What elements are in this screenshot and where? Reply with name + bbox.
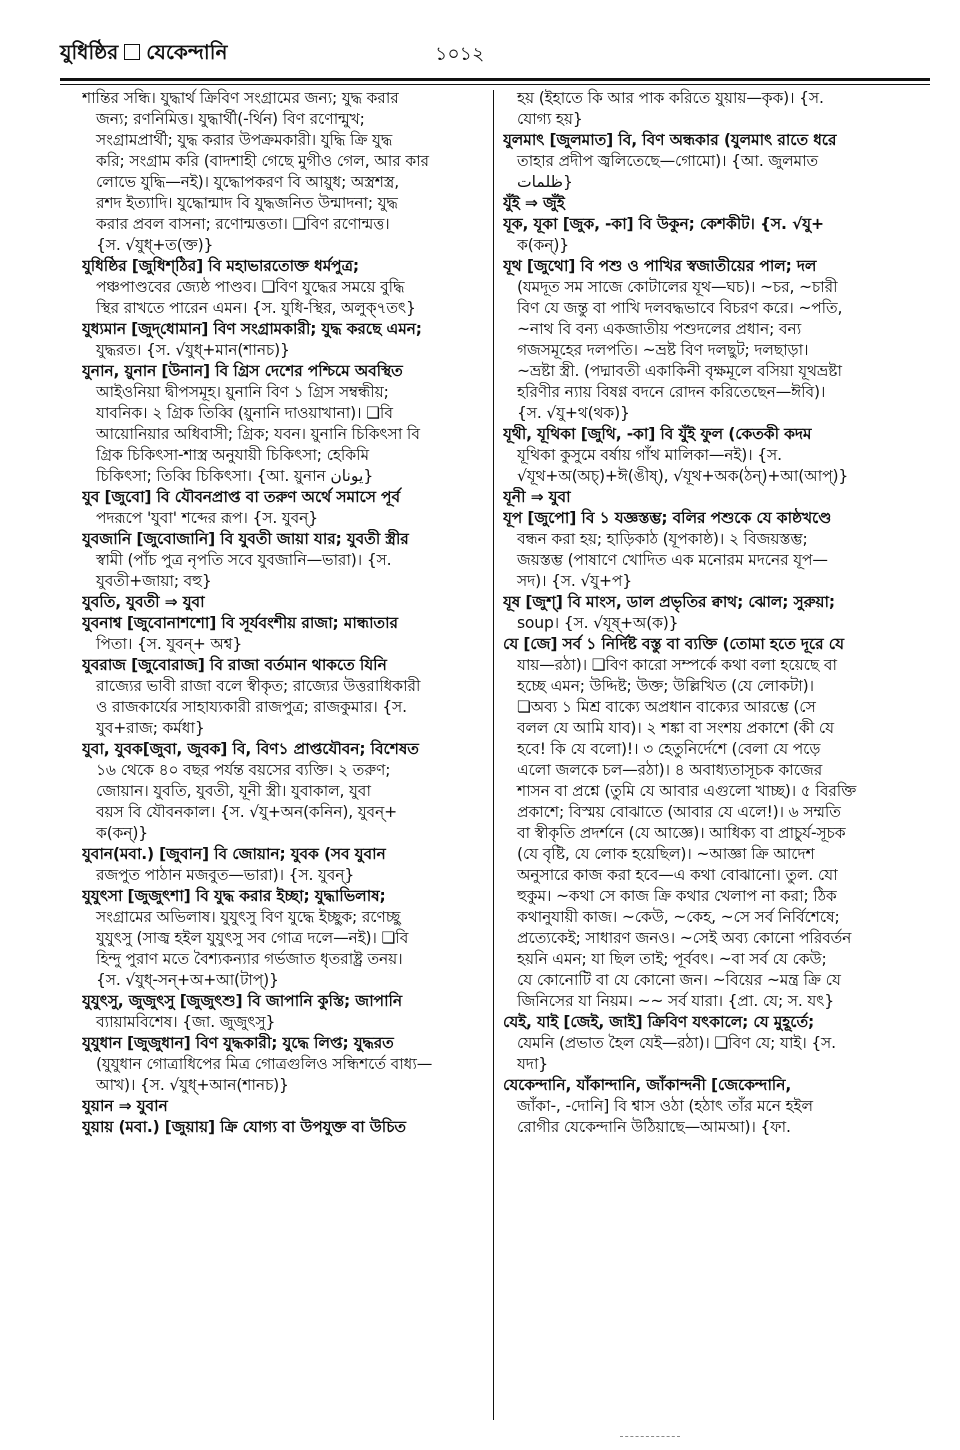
entry-text-line: রশদ ইত্যাদি। যুদ্ধোন্মাদ বি যুদ্ধজনিত উন্মাদনা; যুদ্ধ [96, 194, 398, 212]
entry-text-line: জিনিসের যা নিয়ম। ~~ সর্ব যারা। {প্রা. যে; স. যৎ} [517, 992, 835, 1010]
entry-text-line: বন্ধন করা হয়; হাড়িকাঠ (যূপকাষ্ঠ)। ২ বিজয়স্তম্ভ; [517, 530, 808, 548]
entry-text-line: √যূথ+অ(অচ্‌)+ঈ(ঙীষ্‌), √যূথ+অক(ঠন্‌)+আ(আপ্‌)} [517, 467, 849, 485]
entry-text-line: এলো জলকে চল—রঠা)। ৪ অবাধ্যতাসূচক কাজের [517, 761, 823, 779]
entry-text-line: গ্রিক চিকিৎসা-শাস্ত্র অনুযায়ী চিকিৎসা; হেকিমি [96, 446, 370, 464]
entry-headword-line: যেই, যাই [জেই, জাই] ক্রিবিণ যৎকালে; যে মুহূর্তে; [503, 1013, 815, 1031]
entry-headword-line: যে [জে] সর্ব ১ নির্দিষ্ট বস্তু বা ব্যক্তি (তোমা হতে দূরে যে [503, 635, 844, 653]
entry-text-line: ~ভ্রষ্টা স্ত্রী. (পদ্মাবতী একাকিনী বৃক্ষমূলে বসিয়া যূথভ্রষ্টা [517, 362, 842, 380]
last-guide-word: যেকেন্দানি [146, 40, 228, 64]
entry-text-line: লোভে যুদ্ধি—নই)। যুদ্ধোপকরণ বি আয়ুধ; অস্ত্রশস্ত্র, [96, 173, 400, 191]
entry-headword-line: যুবরাজ [জুবোরাজ] বি রাজা বর্তমান থাকতে যিনি [82, 656, 387, 674]
entry-text-line: রজপুত পাঠান মজবুত—ভারা)। {স. যুবন্‌} [96, 866, 355, 884]
entry-text-line: চিকিৎসা; তিব্বি চিকিৎসা। {আ. য়ুনান یونان} [96, 467, 374, 485]
entry-text-line: soup। {স. √যূষ্‌+অ(ক)} [517, 614, 679, 632]
entry-text-line: (যমদূত সম সাজে কোটালের যূথ—ঘচ)। ~চর, ~চারী [517, 278, 838, 296]
entry-text-line: আইওনিয়া দ্বীপসমূহ। য়ুনানি বিণ ১ গ্রিস সম্বন্ধীয়; [96, 383, 389, 401]
entry-headword-line: যুঁই ⇒ জুঁই [503, 194, 565, 212]
entry-text-line: করার প্রবল বাসনা; রণোন্মত্ততা। ❏বিণ রণোন্মত্ত। [96, 215, 390, 233]
entry-text-line: ব্যায়ামবিশেষ। {জা. জুজুৎসু} [96, 1013, 276, 1031]
entry-text-line: সদ)। {স. √যু+প} [517, 572, 632, 590]
entry-headword-line: যুলমাৎ [জুলমাত] বি, বিণ অন্ধকার (যুলমাৎ রাতে ধরে [503, 131, 837, 149]
header-rule-thin [60, 84, 930, 85]
entry-text-line: ১৬ থেকে ৪০ বছর পর্যন্ত বয়সের ব্যক্তি। ২ তরুণ; [96, 761, 391, 779]
entry-text-line: শাসন বা প্রশ্নে (তুমি যে আবার এগুলো খাচ্ছ)। ৫ বিরক্তি [517, 782, 857, 800]
entry-text-line: যাবনিক। ২ গ্রিক তিব্বি (য়ুনানি দাওয়াখানা)। ❏বি [96, 404, 393, 422]
entry-text-line: হবে! কি যে বলো)!। ৩ হেতুনির্দেশে (বেলা যে পড়ে [517, 740, 821, 758]
entry-text-line: শান্তির সন্ধি। যুদ্ধার্থ ক্রিবিণ সংগ্রামের জন্য; যুদ্ধ করার [82, 89, 399, 107]
entry-text-line: ও রাজকার্যের সাহায্যকারী রাজপুত্র; রাজকুমার। {স. [96, 698, 407, 716]
entry-text-line: করি; সংগ্রাম করি (বাদশাহী গেছে মুগীও গেল, আর কার [96, 152, 429, 170]
entry-text-line: অনুসারে কাজ করা হবে—এ কথা বোঝানো। তুল. যো [517, 866, 838, 884]
entry-headword-line: যুযুৎসা [জুজুৎশা] বি যুদ্ধ করার ইচ্ছা; যুদ্ধাভিলাষ; [82, 887, 386, 905]
entry-text-line: সংগ্রামের অভিলাষ। যুযুৎসু বিণ যুদ্ধে ইচ্ছুক; রণেচ্ছু [96, 908, 401, 926]
entry-text-line: হরিণীর ন্যায় বিষণ্ণ বদনে রোদন করিতেছেন—ঈবি)। [517, 383, 826, 401]
entry-text-line: যুবতী+জায়া; বহু} [96, 572, 212, 590]
first-guide-word: যুধিষ্ঠির [60, 40, 119, 64]
entry-text-line: রোগীর যেকেন্দানি উঠিয়াছে—আমআ)। {ফা. [517, 1118, 791, 1136]
entry-headword-line: যুবা, যুবক[জুবা, জুবক] বি, বিণ১ প্রাপ্তযৌবন; বিশেষত [82, 740, 419, 758]
entry-text-line: যেমনি (প্রভাত হৈল যেই—রঠা)। ❏বিণ যে; যাই। {স. [517, 1034, 836, 1052]
entry-text-line: সংগ্রামপ্রার্থী; যুদ্ধ করার উপক্রমকারী। যুদ্ধি ক্রি যুদ্ধ [96, 131, 393, 149]
column-divider [493, 90, 494, 1420]
entry-headword-line: যুধিষ্ঠির [জুধিশ্‌ঠির] বি মহাভারতোক্ত ধর্মপুত্র; [82, 257, 359, 275]
entry-headword-line: যুয়ান ⇒ যুবান [82, 1097, 168, 1115]
entry-text-line: রাজ্যের ভাবী রাজা বলে স্বীকৃত; রাজ্যের উত্তরাধিকারী [96, 677, 421, 695]
entry-headword-line: যুয়ায় (মবা.) [জুয়ায়] ক্রি যোগ্য বা উপযুক্ত বা উচিত [82, 1118, 406, 1136]
entry-headword-line: যূথী, যূথিকা [জুথি, -কা] বি যুঁই ফুল (কেতকী কদম [503, 425, 812, 443]
entry-text-line: যুদ্ধরত। {স. √যুধ্+মান(শানচ)} [96, 341, 290, 359]
entry-text-line: জয়স্তম্ভ (পাষাণে খোদিত এক মনোরম মদনের যূপ— [517, 551, 828, 569]
entry-text-line: হয় (ইহাতে কি আর পাক করিতে যুয়ায়—কৃক)। {স. [517, 89, 824, 107]
entry-text-line: তাহার প্রদীপ জ্বলিতেছে—গোমো)। {আ. জুলমাত [517, 152, 819, 170]
entry-text-line: যূথিকা কুসুমে বর্ষায় গাঁথ মালিকা—নই)। {স. [517, 446, 782, 464]
page-header [60, 38, 930, 78]
entry-text-line: ❏অব্য ১ মিশ্র বাক্যে অপ্রধান বাক্যের আরম্ভে (সে [517, 698, 816, 716]
entry-text-line: কথানুযায়ী কাজ। ~কেউ, ~কেহ, ~সে সর্ব নির্বিশেষে; [517, 908, 840, 926]
entry-text-line: পঞ্চপাণ্ডবের জ্যেষ্ঠ পাণ্ডব। ❏বিণ যুদ্ধের সময়ে বুদ্ধি [96, 278, 405, 296]
entry-headword-line: যূনী ⇒ যুবা [503, 488, 571, 506]
entry-headword-line: যুনান, য়ুনান [উনান] বি গ্রিস দেশের পশ্চিমে অবস্থিত [82, 362, 403, 380]
entry-text-line: (যুযুধান গোত্রাধিপের মিত্র গোত্রগুলিও সন্ধিশর্তে বাধ্য— [96, 1055, 433, 1073]
entry-text-line: পদরূপে 'যুবা' শব্দের রূপ। {স. যুবন্‌} [96, 509, 318, 527]
entry-text-line: যুব+রাজ; কর্মধা} [96, 719, 205, 737]
entry-headword-line: যুযুৎসু, জুজুৎসু [জুজুৎশু] বি জাপানি কুস্তি; জাপানি [82, 992, 403, 1010]
entry-text-line: ক(কন্‌)} [517, 236, 570, 254]
entry-text-line: {স. √যুধ্+ত(ক্ত)} [96, 236, 214, 254]
entry-headword-line: যেকেন্দানি, যাঁকান্দানি, জাঁকান্দনী [জেকেন্দানি, [503, 1076, 792, 1094]
entry-headword-line: যুবজানি [জুবোজানি] বি যুবতী জায়া যার; যুবতী স্ত্রীর [82, 530, 409, 548]
entry-text-line: জাঁকা-, -দোনি] বি শ্বাস ওঠা (হঠাৎ তাঁর মনে হইল [517, 1097, 813, 1115]
entry-text-line: ক(কন্‌)} [96, 824, 149, 842]
entry-text-line: যোগ্য হয়} [517, 110, 583, 128]
page-number: ১০১২ [435, 43, 485, 65]
entry-text-line: যায়—রঠা)। ❏বিণ কারো সম্পর্কে কথা বলা হয়েছে বা [517, 656, 837, 674]
entry-text-line: ~নাথ বি বন্য একজাতীয় পশুদলের প্রধান; বন্য [517, 320, 802, 338]
entry-headword-line: যুবনাশ্ব [জুবোনাশশো] বি সূর্যবংশীয় রাজা; মান্ধাতার [82, 614, 398, 632]
entry-headword-line: যুব [জুবো] বি যৌবনপ্রাপ্ত বা তরুণ অর্থে সমাসে পূর্ব [82, 488, 400, 506]
entry-text-line: বলল যে আমি যাব)। ২ শঙ্কা বা সংশয় প্রকাশে (কী যে [517, 719, 834, 737]
entry-headword-line: যুধ্যমান [জুদ্‌ধোমান] বিণ সংগ্রামকারী; যুদ্ধ করছে এমন; [82, 320, 422, 338]
entry-headword-line: যূষ [জুশ্‌] বি মাংস, ডাল প্রভৃতির ক্বাথ; ঝোল; সুরুয়া; [503, 593, 835, 611]
entry-headword-line: যূথ [জুথো] বি পশু ও পাখির স্বজাতীয়ের পাল; দল [503, 257, 817, 275]
right-column [503, 88, 925, 1428]
entry-headword-line: যুযুধান [জুজুধান] বিণ যুদ্ধকারী; যুদ্ধে লিপ্ত; যুদ্ধরত [82, 1034, 394, 1052]
scan-smudge [620, 1436, 680, 1437]
entry-text-line: পিতা। {স. যুবন্‌+ অশ্ব} [96, 635, 243, 653]
entry-text-line: জোয়ান। যুবতি, যুবতী, যূনী স্ত্রী। যুবাকাল, যুবা [96, 782, 371, 800]
entry-headword-line: যূক, যূকা [জুক, -কা] বি উকুন; কেশকীট। {স. √যু+ [503, 215, 824, 233]
entry-text-line: প্রত্যেকেই; সাধারণ জনও। ~সেই অব্য কোনো পরিবর্তন [517, 929, 852, 947]
entry-text-line: স্থির রাখতে পারেন এমন। {স. যুধি-স্থির, অলুক্‌৭তৎ} [96, 299, 416, 317]
entry-text-line: আয়োনিয়ার অধিবাসী; গ্রিক; যবন। য়ুনানি চিকিৎসা বি [96, 425, 420, 443]
entry-text-line: হচ্ছে এমন; উদ্দিষ্ট; উক্ত; উল্লিখিত (যে লোকটা)। [517, 677, 814, 695]
entry-headword-line: যুবতি, যুবতী ⇒ যুবা [82, 593, 205, 611]
left-column [82, 88, 504, 1428]
entry-text-line: যুযুৎসু (সাজ্ব হইল যুযুৎসু সব গোত্র দলে—নই)। ❏বি [96, 929, 409, 947]
entry-text-line: বয়স বি যৌবনকাল। {স. √যু+অন(কনিন), যুবন্‌+ [96, 803, 397, 821]
entry-text-line: স্বামী (পাঁচ পুত্র নৃপতি সবে যুবজানি—ভারা)। {স. [96, 551, 392, 569]
header-rule [60, 78, 930, 81]
entry-text-line: বা স্বীকৃতি প্রদর্শনে (যে আজ্ঞে)। আধিক্য বা প্রাচুর্য-সূচক [517, 824, 846, 842]
entry-text-line: যে কোনোটি বা যে কোনো জন। ~বিয়ের ~মন্ত্র ক্রি যে [517, 971, 841, 989]
entry-text-line: যদা} [517, 1055, 549, 1073]
entry-headword-line: যুবান(মবা.) [জুবান] বি জোয়ান; যুবক (সব যুবান [82, 845, 386, 863]
entry-text-line: হিন্দু পুরাণ মতে বৈশ্যকন্যার গর্ভজাত ধৃতরাষ্ট্র তনয়। [96, 950, 403, 968]
entry-text-line: {স. √যু+থ(থক)} [517, 404, 630, 422]
guide-words [60, 38, 227, 71]
guide-separator-box [124, 44, 140, 60]
entry-text-line: গজসমূহের দলপতি। ~ভ্রষ্ট বিণ দলছুট; দলছাড়া। [517, 341, 809, 359]
entry-text-line: আখ)। {স. √যুধ্‌+আন(শানচ)} [96, 1076, 289, 1094]
entry-text-line: ظلمات} [517, 173, 573, 191]
entry-text-line: {স. √যুধ্‌-সন্‌+অ+আ(টাপ্‌)} [96, 971, 279, 989]
entry-text-line: বিণ যে জন্তু বা পাখি দলবদ্ধভাবে বিচরণ করে। ~পতি, [517, 299, 843, 317]
entry-text-line: হুকুম। ~কথা সে কাজ ক্রি কথার খেলাপ না করা; ঠিক [517, 887, 837, 905]
entry-text-line: প্রকাশে; বিস্ময় বোঝাতে (আবার যে এলে!)। ৬ সম্মতি [517, 803, 841, 821]
entry-headword-line: যূপ [জুপো] বি ১ যজ্ঞস্তম্ভ; বলির পশুকে যে কাষ্ঠখণ্ডে [503, 509, 832, 527]
entry-text-line: হয়নি এমন; যা ছিল তাই; পূর্ববৎ। ~বা সর্ব যে কেউ; [517, 950, 827, 968]
entry-text-line: (যে বৃষ্টি, যে লোক হয়েছিল)। ~আজ্ঞা ক্রি আদেশ [517, 845, 815, 863]
entry-text-line: জন্য; রণনিমিত্ত। যুদ্ধার্থী(-র্থিন) বিণ রণোন্মুখ; [96, 110, 365, 128]
